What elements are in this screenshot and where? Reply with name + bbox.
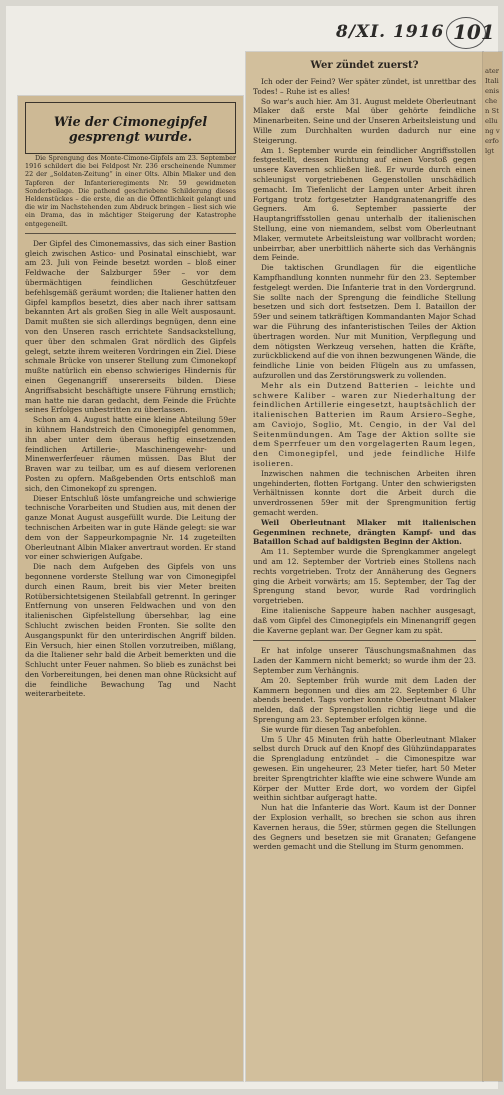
paragraph: Am 11. September wurde die Sprengkammer angelegt und am 12. September der Vortrieb eines Stollens nach rechts vorgetrieben. Trotz der Annäherung des Gegners ging die Arbeit vorwärts; am 15. September, der Tag der Sprengung stand bevor, wurde Rad vordringlich vorgetrieben. [253, 547, 476, 606]
paragraph: Inzwischen nahmen die technischen Arbeiten ihren ungehinderten, flotten Fortgang. Unter den schwierigsten Verhältnissen konnte dort die Arbeit durch die unverdrossenen 59er mit der Sprengmunition fertig gemacht werden. [253, 468, 476, 518]
paragraph: Mehr als ein Dutzend Batterien – leichte und schwere Kaliber – waren zur Niederhaltung der feindlichen Artillerie eingesetzt, hauptsächlich der italienischen Batterien im Raum Arsiero–Seghe, am Caviojo, Soglio, Mt. Cengio, in der Val del Seitenmündungen. Am Tage der Aktion sollte sie dem Sperrfeuer um den vorgelagerten Raum legen, den Cimonegipfel, und jede feindliche Hilfe isolieren. [253, 380, 476, 469]
edge-strip-text: ater Italienischen Stellung verfolgt [485, 67, 500, 155]
section-subhead: Wer zündet zuerst? [310, 60, 419, 71]
paragraph: Dieser Entschluß löste umfangreiche und schwierige technische Vorarbeiten und Studien aus, mit denen der ganze Monat August ausgefüllt wurde. Die Leitung der technischen Arbeiten war in gute Hände gelegt: sie war dem von der Sappeurkompagnie Nr. 14 zugeteilten Oberleutnant Albin Mlaker anvertraut worden. Er stand vor einer schwierigen Aufgabe. [25, 493, 236, 562]
paragraph: Er hat infolge unserer Täuschungsmaßnahmen das Laden der Kammern nicht bemerkt; so wurde ihm der 23. September zum Verhängnis. [253, 646, 476, 676]
left-newspaper-clipping [18, 96, 243, 1081]
paragraph: Eine italienische Sappeure haben nachher ausgesagt, daß vom Gipfel des Cimonegipfels ein Minenangriff gegen die Kaverne geplant war. Der Gegner kam zu spät. [253, 606, 476, 635]
paragraph: Nun hat die Infanterie das Wort. Kaum ist der Donner der Explosion verhallt, so brechen sie schon aus ihren Kavernen heraus, die 59er, stürmen gegen die Stellungen des Gegners und besetzen sie mit Granaten; Gefangene werden gemacht und die Stellung im Sturm genommen. [253, 803, 476, 852]
paragraph: So war's auch hier. Am 31. August meldete Oberleutnant Mlaker daß erste Mal über gehörte feindliche Minenarbeiten. Seine und der Unseren Arbeitsleistung und Wille zum Durchhalten wurden dadurch nur eine Steigerung. [253, 96, 476, 145]
divider [253, 640, 476, 641]
paragraph: Schon am 4. August hatte eine kleine Abteilung 59er in kühnem Handstreich den Cimonegipfel genommen, ihn aber unter dem überaus heftig einsetzenden feindlichen Artillerie-, Maschinengewehr- und Minenwerferfeuer räumen müssen. Das Blut der Braven war zu teilbar, um es auf diesem verlorenen Posten zu opfern. Maßgebenden Orts entschloß man sich, den Cimonekopf zu sprengen. [25, 415, 236, 493]
paragraph: Am 20. September früh wurde mit dem Laden der Kammern begonnen und dies am 22. September 6 Uhr abends beendet. Tags vorher konnte Oberleutnant Mlaker melden, daß der Sprengstollen richtig liege und die Sprengung am 23. September erfolgen könne. [253, 675, 476, 724]
handwritten-page-number: 101 [453, 20, 495, 44]
article-headline: Wie der Cimonegipfel gesprengt wurde. [53, 114, 208, 144]
headline-box [25, 102, 236, 154]
lede-paragraph: Die Sprengung des Monte-Cimone-Gipfels am 23. September 1916 schildert die bei Feldpost Nr. 236 erscheinende Nummer 22 der „Soldaten-Zeitung“ in einer Olts. Albin Mlaker und den Tapferen der Infanterieregiments Nr. 59 gewidmeten Sonderbeilage. Die pathend geschriebene Schilderung dieses Heldenstückes – die erste, die an die Öffentlichkeit gelangt und die wir im Nachstehenden zum Abdruck bringen – liest sich wie ein Drama, das in mächtiger Steigerung der Katastrophe entgegeneilt. [25, 154, 236, 228]
paragraph: Am 1. September wurde ein feindlicher Angriffsstollen festgestellt, dessen Richtung auf einen Vorstoß gegen unsere Kavernen schließen ließ. Er wurde durch einen schleunigst vorgetriebenen Gegenstollen unschädlich gemacht. Im Tiefenlicht der Lampen unter Arbeit ihren Fortgang trotz fortgesetzter Handgranatenangriffe des Gegners. Am 6. September passierte der Hauptangriffsstollen genau unterhalb der italienischen Stellung, eine von niemandem, selbst vom Oberleutnant Mlaker, vermutete Arbeitsleistung war vollbracht worden; unbeirrbar, aber unerbittlich näherte sich das Verhängnis dem Feinde. [253, 145, 476, 263]
paragraph: Die taktischen Grundlagen für die eigentliche Kampfhandlung konnten nunmehr für den 23. September festgelegt werden. Die Infanterie trat in den Vordergrund. Sie sollte nach der Sprengung die feindliche Stellung besetzen und sich dort festsetzen. Dem I. Bataillon der 59er und seinem tatkräftigen Kommandanten Major Schad war die Führung des infanteristischen Teiles der Aktion übertragen worden. Nur mit Munition, Verpflegung und dem nötigsten Werkzeug versehen, hatten die Kräfte, zurückblickend auf die von ihnen bezwungenen Wände, die feindliche Linie von beiden Flügeln aus zu umfassen, aufzurollen und das Zerstörungswerk zu vollenden. [253, 263, 476, 380]
paragraph: Weil Oberleutnant Mlaker mit italienischen Gegenminen rechnete, drängten Kampf- und das Bataillon Schad auf baldigsten Beginn der Aktion. [253, 517, 476, 547]
article-lede [25, 154, 236, 228]
handwritten-date: 8/XI. 1916 [336, 22, 445, 42]
edge-clipping-strip [483, 52, 502, 1081]
paragraph: Der Gipfel des Cimonemassivs, das sich einer Bastion gleich zwischen Astico- und Posinatal einschiebt, war am 23. Juli von Feinde besetzt worden – bloß einer Feldwache der Salzburger 59er – vor dem übermächtigen feindlichen Geschützfeuer befehlsgemäß geräumt worden; die Italiener hatten den Gipfel kampflos besetzt, dies aber nach ihrer sattsam bekannten Art als großen Sieg in alle Welt ausposaunt. Damit mußten sie sich allerdings begnügen, denn eine von den Unseren rasch errichtete Sandsackstellung, quer über den schmalen Grat nördlich des Gipfels gelegt, setzte ihrem weiteren Vordringen ein Ziel. Diese schmale Brücke von unserer Stellung zum Cimonekopf mußte natürlich ein ebenso schwieriges Hindernis für einen Gegenangriff unsererseits bilden. Diese Angriffsabsicht beschäftigte unsere Führung ernstlich; man hatte nie daran gedacht, dem Feinde die Früchte seines Erfolges unbestritten zu überlassen. [25, 238, 236, 415]
paragraph: Ich oder der Feind? Wer später zündet, ist unrettbar des Todes! – Ruhe ist es alles! [253, 77, 476, 96]
paragraph: Sie wurde für diesen Tag anbefohlen. [261, 724, 402, 734]
right-newspaper-clipping [246, 52, 483, 1081]
divider [25, 233, 236, 234]
paragraph: Um 5 Uhr 45 Minuten früh hatte Oberleutnant Mlaker selbst durch Druck auf den Knopf des Glühzündapparates die Sprengladung entzündet – die Cimonespitze war gewesen. Ein ungeheurer, 23 Meter tiefer, hart 50 Meter breiter Sprengtrichter klaffte wie eine schwere Wunde am Körper der Mutter Erde dort, wo vordem der Gipfel weithin sichtbar aufgeragt hatte. [253, 734, 476, 803]
paragraph: Die nach dem Aufgeben des Gipfels von uns begonnene vorderste Stellung war von Cimonegipfel durch einen Raum, breit bis vier Meter breiten Rotübersichtetsigenen Steilabfall getrennt. In geringer Entfernung von unseren Feldwachen und von den italienischen Gipfelstellung übersehbar, lag eine Schlucht zwischen beiden Fronten. Sie sollte den Ausgangspunkt für den unterirdischen Angriff bilden. Ein Versuch, hier einen Stollen vorzutreiben, mißlang, da die Italiener sehr bald die Arbeit bemerkten und die Schlucht unter Feuer nahmen. So blieb es zunächst bei den Vorbereitungen, bei denen man ohne Rücksicht auf die feindliche Bewachung Tag und Nacht weiterarbeitete. [25, 562, 236, 699]
